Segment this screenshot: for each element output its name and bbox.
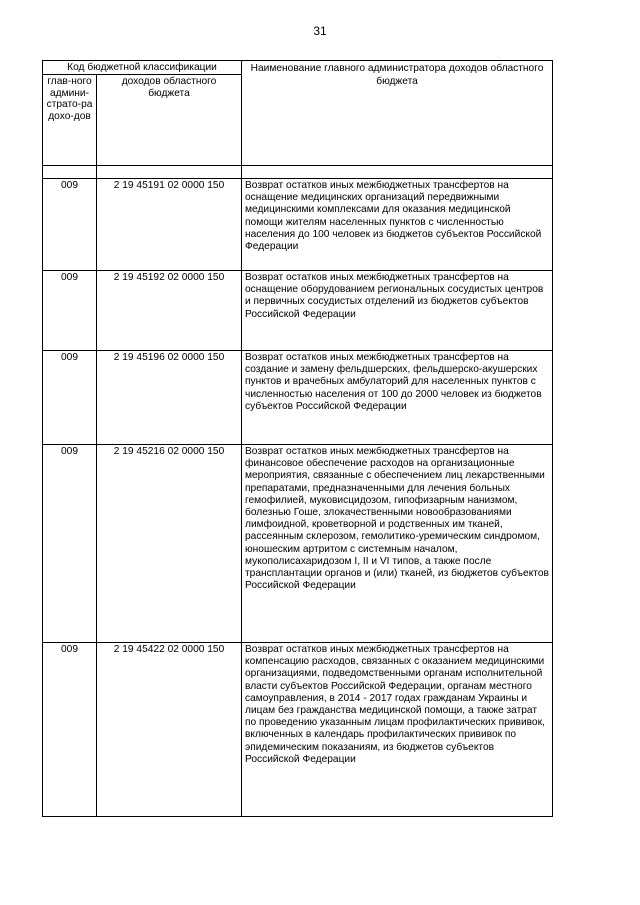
table-row [43, 351, 553, 445]
header-chief-administrator: глав-ного админи-страто-ра дохо-дов [43, 75, 97, 166]
spacer-row [43, 166, 553, 179]
name-cell: Возврат остатков иных межбюджетных трансфертов на оснащение медицинских организаций передвижными медицинскими комплексами для оказания медицинской помощи жителям населенных пунктов с численностью населения до 100 человек из бюджетов субъектов Российской Федерации [242, 179, 553, 271]
admin-code-cell: 009 [43, 179, 97, 271]
table-row [43, 271, 553, 351]
header-administrator-name: Наименование главного администратора доходов областного бюджета [242, 61, 553, 166]
name-cell: Возврат остатков иных межбюджетных трансфертов на оснащение оборудованием региональных сосудистых центров и первичных сосудистых отделений из бюджетов субъектов Российской Федерации [242, 271, 553, 351]
header-regional-budget-income: доходов областного бюджета [97, 75, 242, 166]
page-number: 31 [313, 24, 327, 38]
admin-code-cell: 009 [43, 351, 97, 445]
name-cell: Возврат остатков иных межбюджетных трансфертов на финансовое обеспечение расходов на организационные мероприятия, связанные с обеспечением лиц лекарственными препаратами, предназначенными для лечения больных гемофилией, муковисцидозом, гипофизарным нанизмом, болезнью Гоше, злокачественными новообразованиями лимфоидной, кроветворной и родственных им тканей, рассеянным склерозом, гемолитико-уремическим синдромом, юношеским артритом с системным началом, мукополисахаридозом I, II и VI типов, а также после трансплантации органов и (или) тканей, из бюджетов субъектов Российской Федерации [242, 445, 553, 643]
budget-code-cell: 2 19 45196 02 0000 150 [97, 351, 242, 445]
admin-code-cell: 009 [43, 271, 97, 351]
table-row [43, 445, 553, 643]
table-row [43, 179, 553, 271]
header-budget-classification-code: Код бюджетной классификации [43, 61, 242, 75]
budget-classification-table [42, 60, 553, 817]
admin-code-cell: 009 [43, 445, 97, 643]
budget-code-cell: 2 19 45422 02 0000 150 [97, 643, 242, 817]
table-row [43, 643, 553, 817]
budget-code-cell: 2 19 45216 02 0000 150 [97, 445, 242, 643]
budget-code-cell: 2 19 45191 02 0000 150 [97, 179, 242, 271]
budget-code-cell: 2 19 45192 02 0000 150 [97, 271, 242, 351]
name-cell: Возврат остатков иных межбюджетных трансфертов на создание и замену фельдшерских, фельдшерско-акушерских пунктов и врачебных амбулаторий для населенных пунктов с численностью населения от 100 до 2000 человек из бюджетов субъектов Российской Федерации [242, 351, 553, 445]
name-cell: Возврат остатков иных межбюджетных трансфертов на компенсацию расходов, связанных с оказанием медицинскими организациями, подведомственными органам исполнительной власти субъектов Российской Федерации, органам местного самоуправления, в 2014 - 2017 годах гражданам Украины и лицам без гражданства медицинской помощи, а также затрат по проведению указанным лицам профилактических прививок, включенных в календарь профилактических прививок по эпидемическим показаниям, из бюджетов субъектов Российской Федерации [242, 643, 553, 817]
admin-code-cell: 009 [43, 643, 97, 817]
